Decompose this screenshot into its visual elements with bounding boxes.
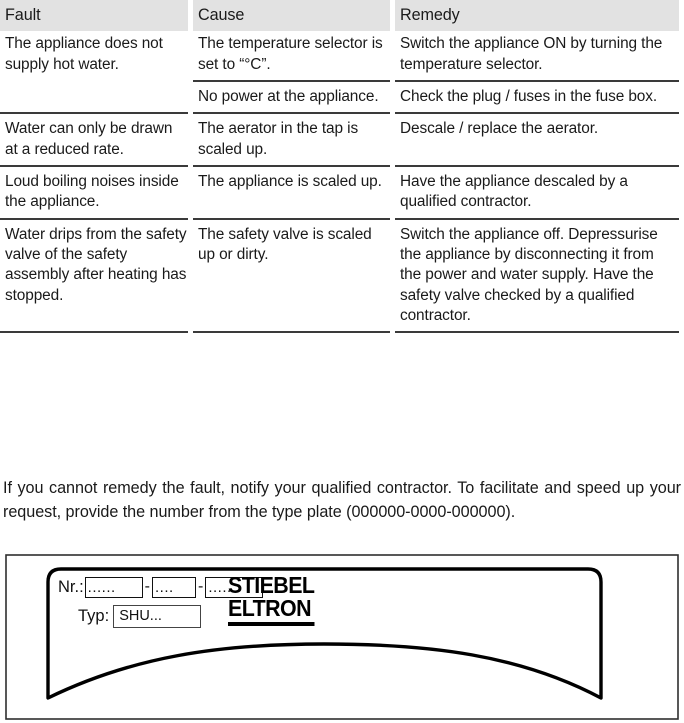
row-separator — [0, 218, 684, 220]
plate-typ-label: Typ: — [78, 606, 110, 625]
plate-typ-field: SHU... — [113, 605, 201, 628]
column-header-cause: Cause — [193, 0, 390, 31]
plate-nr-field-1: ...... — [85, 577, 143, 598]
plate-nr-dash-2: - — [198, 578, 204, 595]
cell-cause: The safety valve is scaled up or dirty. — [198, 225, 372, 263]
cell-remedy: Switch the appliance ON by turning the temperature selector. — [400, 35, 663, 73]
row-separator — [0, 80, 684, 82]
table-row — [0, 222, 684, 331]
table-bottom-rule — [0, 331, 684, 333]
plate-type-line — [78, 604, 201, 628]
cell-cause: The temperature selector is set to “°C”. — [198, 35, 383, 73]
plate-nr-label: Nr.: — [58, 577, 84, 596]
table-row — [0, 116, 684, 164]
cell-fault — [0, 84, 193, 111]
plate-nr-field-3: ...... — [205, 577, 263, 598]
cell-cause: The aerator in the tap is scaled up. — [198, 120, 359, 158]
table-row — [0, 84, 684, 111]
plate-nr-field-2: .... — [152, 577, 196, 598]
cell-fault: Water can only be drawn at a reduced rate. — [5, 120, 173, 158]
cell-remedy: Check the plug / fuses in the fuse box. — [400, 88, 658, 106]
cell-cause: No power at the appliance. — [198, 88, 379, 106]
table-row — [0, 169, 684, 217]
fault-note-paragraph: If you cannot remedy the fault, notify your qualified contractor. To facilitate and speed up your request, provide the number from the type plate (000000-0000-000000). — [3, 479, 681, 522]
row-separator — [0, 165, 684, 167]
type-plate-figure — [0, 552, 684, 723]
cell-remedy: Have the appliance descaled by a qualified contractor. — [400, 173, 628, 211]
fault-troubleshooting-table — [0, 0, 684, 335]
table-row — [0, 31, 684, 79]
cell-fault: Loud boiling noises inside the appliance. — [5, 173, 179, 211]
cell-fault: Water drips from the safety valve of the safety assembly after heating has stopped. — [5, 225, 187, 304]
plate-nr-dash-1: - — [144, 578, 150, 595]
stiebel-eltron-logo: STIEBEL ELTRON — [228, 574, 314, 626]
column-header-remedy: Remedy — [395, 0, 679, 31]
cell-remedy: Descale / replace the aerator. — [400, 120, 599, 138]
column-header-fault: Fault — [0, 0, 188, 31]
cell-fault: The appliance does not supply hot water. — [5, 35, 163, 73]
cell-cause: The appliance is scaled up. — [198, 173, 382, 191]
cell-remedy: Switch the appliance off. Depressurise the appliance by disconnecting it from the power and water supply. Have the safety valve checked by a qualified contractor. — [400, 225, 658, 324]
table-header-row — [0, 0, 684, 31]
row-separator — [0, 112, 684, 114]
